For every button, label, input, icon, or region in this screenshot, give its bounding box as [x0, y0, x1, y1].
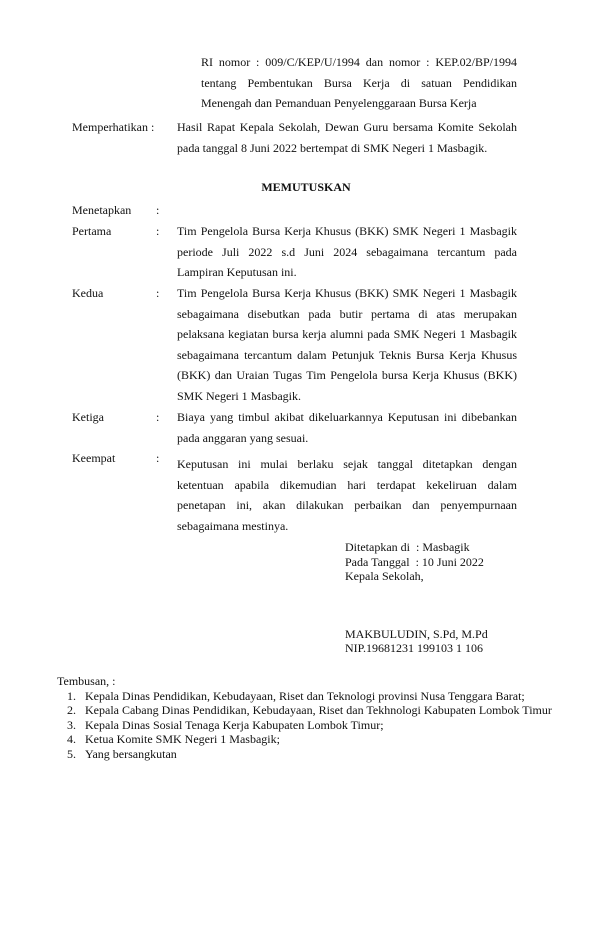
- list-item-text: Ketua Komite SMK Negeri 1 Masbagik;: [85, 732, 280, 746]
- item-line: (BKK) dan Uraian Tugas Tim Pengelola bursa Kerja Khusus (BKK): [177, 368, 517, 382]
- list-item: [57, 747, 552, 762]
- memperhatikan-line: Hasil Rapat Kepala Sekolah, Dewan Guru bersama Komite Sekolah: [177, 120, 517, 134]
- signature-position: Kepala Sekolah,: [345, 569, 424, 583]
- signature-date: Pada Tanggal : 10 Juni 2022: [345, 554, 484, 569]
- item-text-pertama: [177, 221, 517, 283]
- item-colon: :: [156, 410, 160, 424]
- item-line: Tim Pengelola Bursa Kerja Khusus (BKK) SMK Negeri 1 Masbagik: [177, 286, 517, 300]
- signature-space: [345, 584, 488, 627]
- memperhatikan-line: pada tanggal 8 Juni 2022 bertempat di SMK Negeri 1 Masbagik.: [177, 140, 488, 155]
- item-line: Keputusan ini mulai berlaku sejak tanggal ditetapkan dengan: [177, 457, 517, 471]
- item-label-keempat: Keempat: [72, 451, 116, 465]
- item-text-keempat: [177, 454, 517, 536]
- continuation-block: [201, 52, 517, 114]
- item-line: SMK Negeri 1 Masbagik.: [177, 388, 301, 403]
- continuation-line: tentang Pembentukan Bursa Kerja di satuan Pendidikan: [201, 75, 517, 90]
- memperhatikan-text: [177, 117, 517, 158]
- list-item: [57, 732, 552, 747]
- item-text-kedua: [177, 283, 517, 406]
- memperhatikan-label: Memperhatikan :: [72, 120, 155, 134]
- decision-title: MEMUTUSKAN: [261, 180, 351, 194]
- menetapkan-colon: :: [156, 203, 160, 217]
- list-item-number: 3.: [67, 717, 76, 732]
- list-item: [57, 689, 552, 704]
- list-item-number: 4.: [67, 732, 76, 746]
- item-line: ketentuan apabila dikemudian hari terdapat kekeliruan dalam: [177, 477, 517, 492]
- item-line: periode Juli 2022 s.d Juni 2024 sebagaimana tercantum pada: [177, 244, 517, 259]
- list-item: [57, 718, 552, 733]
- tembusan-list: [57, 689, 552, 762]
- item-line: Tim Pengelola Bursa Kerja Khusus (BKK) SMK Negeri 1 Masbagik: [177, 224, 517, 238]
- signature-name: MAKBULUDIN, S.Pd, M.Pd: [345, 626, 488, 641]
- item-line: pada anggaran yang sesuai.: [177, 430, 309, 445]
- item-label-ketiga: Ketiga: [72, 410, 104, 424]
- list-item-text: Kepala Dinas Pendidikan, Kebudayaan, Riset dan Teknologi provinsi Nusa Tenggara Barat;: [85, 688, 525, 703]
- item-line: Lampiran Keputusan ini.: [177, 265, 297, 279]
- item-colon: :: [156, 224, 160, 238]
- menetapkan-label: Menetapkan: [72, 203, 132, 217]
- signature-nip: NIP.19681231 199103 1 106: [345, 641, 484, 655]
- signature-place: Ditetapkan di : Masbagik: [345, 540, 470, 554]
- item-text-ketiga: [177, 407, 517, 448]
- list-item-number: 5.: [67, 746, 76, 761]
- item-label-kedua: Kedua: [72, 286, 104, 300]
- list-item-number: 2.: [67, 703, 76, 717]
- item-line: sebagaimana disebutkan pada butir pertama di atas merupakan: [177, 306, 517, 321]
- continuation-line: RI nomor : 009/C/KEP/U/1994 dan nomor : KEP.02/BP/1994: [201, 55, 517, 69]
- list-item-text: Kepala Cabang Dinas Pendidikan, Kebudayaan, Riset dan Tekhnologi Kabupaten Lombok Timur: [85, 703, 552, 717]
- tembusan-label: Tembusan, :: [57, 674, 116, 688]
- item-line: sebagaimana tercantum dalam Petunjuk Teknis Bursa Kerja Khusus: [177, 347, 517, 362]
- item-colon: :: [156, 451, 160, 465]
- list-item-number: 1.: [67, 688, 76, 703]
- item-line: Biaya yang timbul akibat dikeluarkannya Keputusan ini dibebankan: [177, 410, 517, 424]
- continuation-line: Menengah dan Pemanduan Penyelenggaraan Bursa Kerja: [201, 96, 477, 110]
- item-line: penetapan ini, akan dilakukan perbaikan dan penyempurnaan: [177, 498, 517, 512]
- list-item-text: Kepala Dinas Sosial Tenaga Kerja Kabupaten Lombok Timur;: [85, 717, 384, 732]
- signature-block: [345, 540, 488, 656]
- list-item-text: Yang bersangkutan: [85, 746, 177, 761]
- list-item: [57, 703, 552, 718]
- item-colon: :: [156, 286, 160, 300]
- item-line: sebagaimana mestinya.: [177, 518, 289, 533]
- item-label-pertama: Pertama: [72, 224, 112, 238]
- item-line: pelaksana kegiatan bursa kerja alumni pada SMK Negeri 1 Masbagik: [177, 327, 517, 341]
- tembusan-block: [57, 674, 552, 761]
